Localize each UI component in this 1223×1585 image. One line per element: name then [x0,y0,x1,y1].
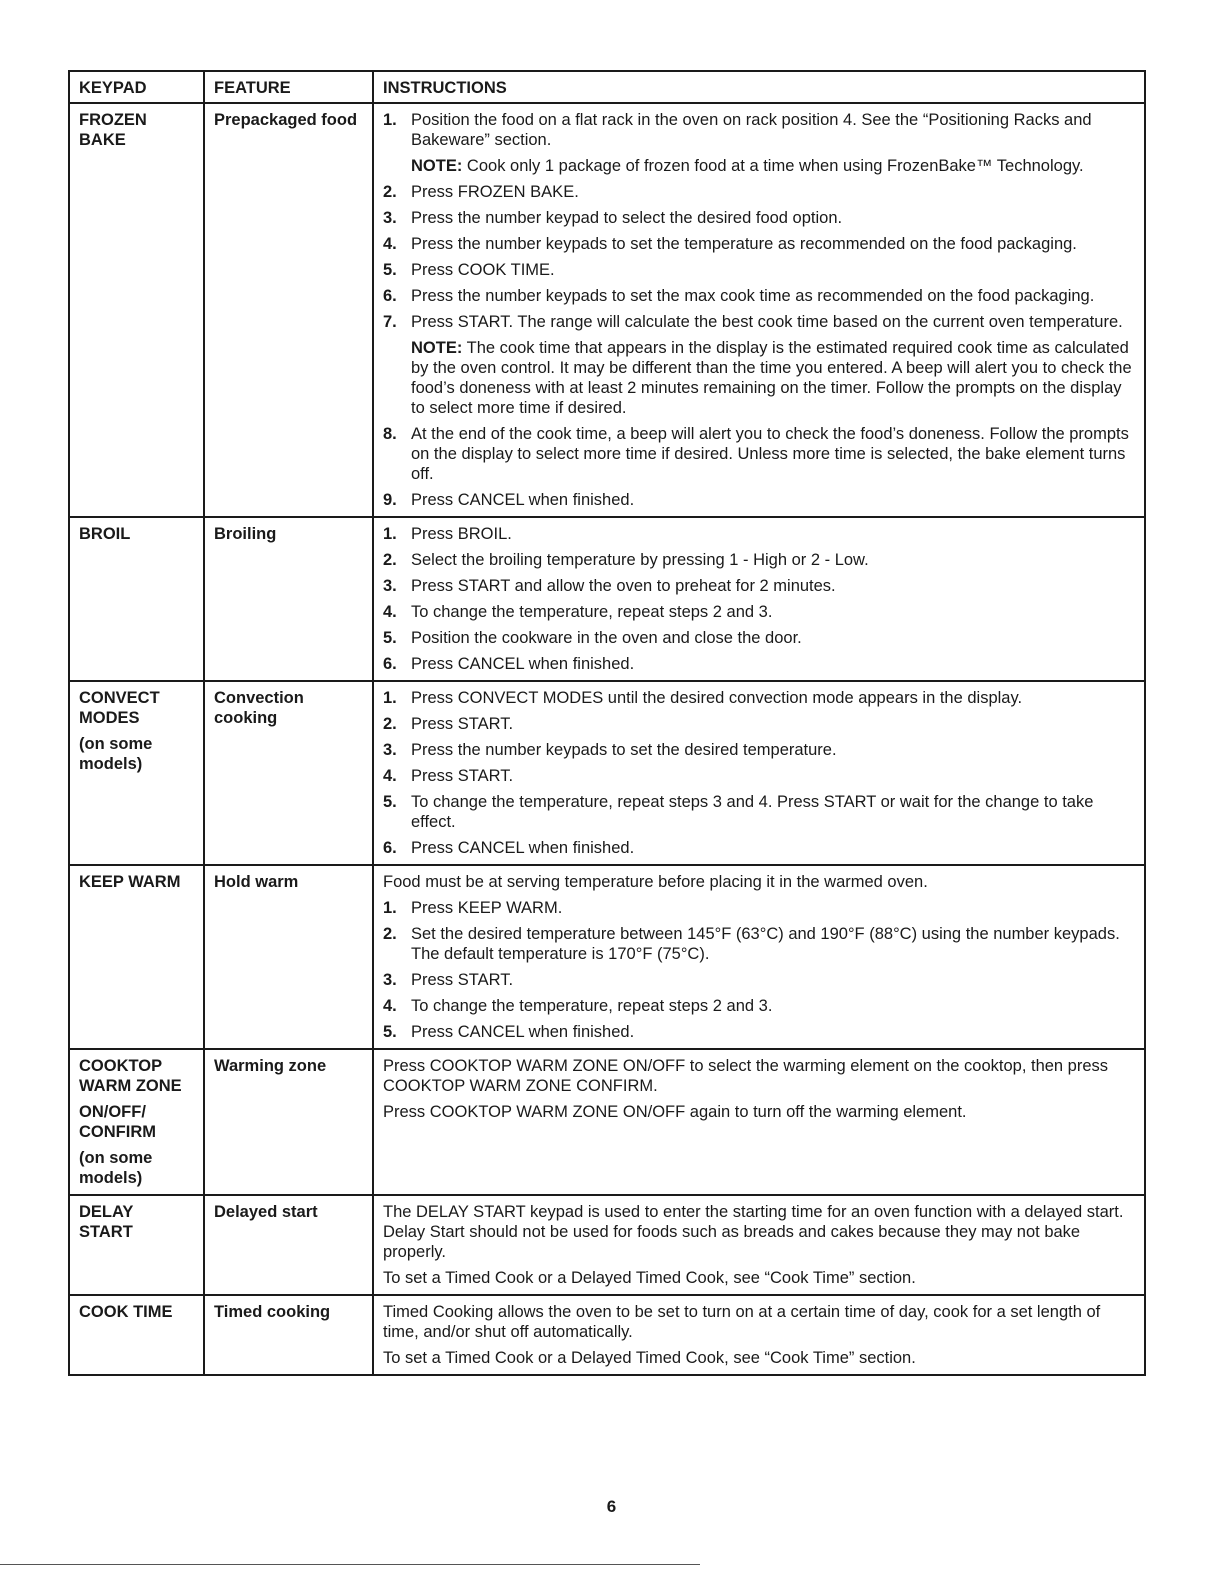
instructions-cell [373,865,1145,1049]
keypad-label: BAKE [79,131,126,149]
keypad-label: COOKTOP [79,1057,163,1075]
keypad-label: CONFIRM [79,1123,156,1141]
header-instructions: INSTRUCTIONS [373,71,1145,103]
instruction-steps [383,688,1135,858]
keypad-cell [69,681,204,865]
keypad-note: (on some [79,1149,153,1167]
step-item: 6. Press CANCEL when finished. [383,655,635,673]
instruction-steps [383,524,1135,674]
step-item: 2. Set the desired temperature between 145°F (63°C) and 190°F (88°C) using the number keypads. The default temperature is 170°F (75°C). [383,925,1120,963]
step-item: 5. Position the cookware in the oven and close the door. [383,629,802,647]
feature-cell [204,865,373,1049]
keypad-label: BROIL [79,525,131,543]
table-row [69,1295,1145,1375]
table-row [69,103,1145,517]
step-item: 2. Press START. [383,715,514,733]
step-item: 6. Press CANCEL when finished. [383,839,635,857]
instructions-cell [373,1295,1145,1375]
table-row [69,1195,1145,1295]
feature-cell [204,517,373,681]
table-header-row [69,71,1145,103]
keypad-cell [69,1295,204,1375]
step-item: 1. Press KEEP WARM. [383,899,563,917]
keypad-note: models) [79,755,143,773]
step-item: 5. Press CANCEL when finished. [383,1023,635,1041]
instruction-paragraph: The DELAY START keypad is used to enter the starting time for an oven function with a delayed start. Delay Start should not be used for foods such as breads and cakes because they may not bake properly. [383,1203,1124,1261]
header-feature: FEATURE [204,71,373,103]
feature-label: Broiling [214,525,277,543]
step-item: 7. Press START. The range will calculate the best cook time based on the current oven temperature. NOTE: The cook time that appears in the display is the estimated required cook time as calculated by the oven control. It may be different than the time you entered. A beep will alert you to check the food’s doneness with at least 2 minutes remaining on the timer. Follow the prompts on the display to select more time if desired. [383,312,1135,418]
bottom-rule [0,1564,700,1565]
feature-label: Timed cooking [214,1303,331,1321]
feature-label: Delayed start [214,1203,318,1221]
keypad-label: FROZEN [79,111,147,129]
keypad-label: DELAY [79,1203,134,1221]
step-item: 1. Press CONVECT MODES until the desired convection mode appears in the display. [383,689,1023,707]
feature-label: Warming zone [214,1057,327,1075]
instruction-intro: Food must be at serving temperature before placing it in the warmed oven. [383,873,928,891]
instruction-steps [383,898,1135,1042]
instruction-steps [383,110,1135,510]
keypad-label: MODES [79,709,140,727]
step-item: 1. Position the food on a flat rack in the oven on rack position 4. See the “Positioning Racks and Bakeware” section. NOTE: Cook only 1 package of frozen food at a time when using FrozenBake™ Technology. [383,110,1135,176]
step-item: 4. To change the temperature, repeat steps 2 and 3. [383,997,773,1015]
keypad-cell [69,1195,204,1295]
feature-cell [204,103,373,517]
note-text: NOTE: Cook only 1 package of frozen food at a time when using FrozenBake™ Technology. [411,157,1084,175]
feature-label: Convection cooking [214,689,304,727]
keypad-note: models) [79,1169,143,1187]
instruction-paragraph: Timed Cooking allows the oven to be set to turn on at a certain time of day, cook for a set length of time, and/or shut off automatically. [383,1303,1101,1341]
feature-cell [204,681,373,865]
keypad-label: ON/OFF/ [79,1103,146,1121]
keypad-label: WARM ZONE [79,1077,182,1095]
step-item: 4. Press START. [383,767,514,785]
feature-label: Hold warm [214,873,299,891]
step-item: 2. Press FROZEN BAKE. [383,183,579,201]
feature-cell [204,1195,373,1295]
step-item: 8. At the end of the cook time, a beep will alert you to check the food’s doneness. Follow the prompts on the display to select more time if desired. Unless more time is selected, the bake element turns off. [383,425,1129,483]
instructions-cell [373,517,1145,681]
page-number: 6 [606,1497,617,1516]
table-row [69,517,1145,681]
keypad-cell [69,517,204,681]
keypad-label: KEEP WARM [79,873,181,891]
instruction-paragraph: To set a Timed Cook or a Delayed Timed Cook, see “Cook Time” section. [383,1349,916,1367]
keypad-label: START [79,1223,133,1241]
keypad-features-table [68,70,1146,1376]
keypad-cell [69,103,204,517]
keypad-cell [69,865,204,1049]
table-row [69,1049,1145,1195]
keypad-cell [69,1049,204,1195]
feature-cell [204,1295,373,1375]
step-item: 3. Press START. [383,971,514,989]
keypad-note: (on some [79,735,153,753]
keypad-label: CONVECT [79,689,160,707]
step-item: 4. To change the temperature, repeat steps 2 and 3. [383,603,773,621]
step-item: 3. Press the number keypad to select the desired food option. [383,209,843,227]
header-keypad: KEYPAD [69,71,204,103]
instruction-paragraph: To set a Timed Cook or a Delayed Timed Cook, see “Cook Time” section. [383,1269,916,1287]
step-item: 6. Press the number keypads to set the max cook time as recommended on the food packaging. [383,287,1095,305]
instructions-cell [373,1195,1145,1295]
instruction-paragraph: Press COOKTOP WARM ZONE ON/OFF again to turn off the warming element. [383,1103,967,1121]
step-item: 4. Press the number keypads to set the temperature as recommended on the food packaging. [383,235,1077,253]
step-item: 3. Press the number keypads to set the desired temperature. [383,741,837,759]
note-text: NOTE: The cook time that appears in the display is the estimated required cook time as calculated by the oven control. It may be different than the time you entered. A beep will alert you to check the food’s doneness with at least 2 minutes remaining on the timer. Follow the prompts on the display to select more time if desired. [411,339,1132,417]
step-item: 5. Press COOK TIME. [383,261,555,279]
instruction-paragraph: Press COOKTOP WARM ZONE ON/OFF to select the warming element on the cooktop, then press COOKTOP WARM ZONE CONFIRM. [383,1057,1109,1095]
feature-cell [204,1049,373,1195]
keypad-label: COOK TIME [79,1303,173,1321]
step-item: 1. Press BROIL. [383,525,512,543]
step-item: 9. Press CANCEL when finished. [383,491,635,509]
table-row [69,681,1145,865]
table-row [69,865,1145,1049]
instructions-cell [373,103,1145,517]
step-item: 3. Press START and allow the oven to preheat for 2 minutes. [383,577,836,595]
instructions-cell [373,681,1145,865]
instructions-cell [373,1049,1145,1195]
step-item: 2. Select the broiling temperature by pressing 1 - High or 2 - Low. [383,551,869,569]
step-item: 5. To change the temperature, repeat steps 3 and 4. Press START or wait for the change to take effect. [383,793,1094,831]
feature-label: Prepackaged food [214,111,358,129]
